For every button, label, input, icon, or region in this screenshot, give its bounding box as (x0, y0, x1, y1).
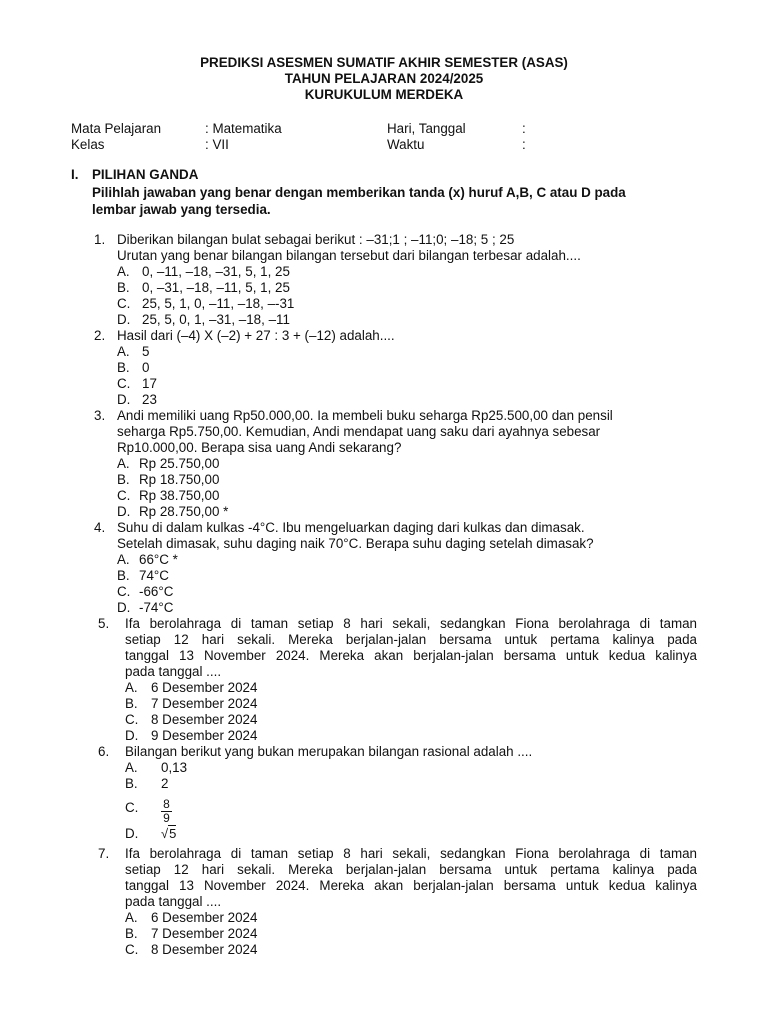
question-line: Rp10.000,00. Berapa sisa uang Andi sekarang? (117, 440, 402, 455)
option-a[interactable] (125, 760, 768, 776)
subject-value: : Matematika (205, 121, 282, 136)
option-text: 6 Desember 2024 (151, 680, 258, 695)
option-d[interactable] (125, 728, 768, 744)
option-letter: B. (117, 568, 130, 583)
day-value: : (522, 121, 526, 136)
option-letter: C. (117, 376, 131, 391)
question-text (125, 616, 697, 680)
exam-meta (71, 121, 671, 153)
subject-label: Mata Pelajaran (71, 121, 162, 136)
option-a[interactable] (117, 552, 768, 568)
option-text: 6 Desember 2024 (151, 910, 258, 925)
option-text: Rp 28.750,00 * (139, 504, 229, 519)
option-letter: D. (117, 600, 131, 615)
option-text: Rp 25.750,00 (139, 456, 220, 471)
question-text (117, 232, 768, 264)
option-letter: A. (125, 760, 138, 775)
question-number: 1. (94, 232, 106, 247)
option-c[interactable] (125, 942, 768, 958)
option-letter: B. (125, 696, 138, 711)
option-a[interactable] (117, 264, 768, 280)
option-letter: D. (117, 504, 131, 519)
option-b[interactable] (117, 360, 768, 376)
time-label: Waktu (387, 137, 425, 152)
fraction-denominator: 9 (163, 810, 170, 825)
question-5 (0, 616, 768, 744)
section-number: I. (71, 167, 79, 182)
option-a[interactable] (125, 680, 768, 696)
option-text: 5 (142, 344, 150, 359)
option-b[interactable] (125, 696, 768, 712)
option-d[interactable] (125, 824, 768, 844)
option-c[interactable] (117, 584, 768, 600)
question-3 (0, 408, 768, 520)
question-line: Urutan yang benar bilangan bilangan tersebut dari bilangan terbesar adalah.... (117, 248, 581, 263)
option-letter: D. (125, 728, 139, 743)
option-text: Rp 38.750,00 (139, 488, 220, 503)
option-text: 7 Desember 2024 (151, 696, 258, 711)
option-b[interactable] (117, 472, 768, 488)
option-d[interactable] (117, 312, 768, 328)
option-d[interactable] (117, 504, 768, 520)
section-heading (71, 167, 711, 183)
option-a[interactable] (117, 344, 768, 360)
question-line: Andi memiliki uang Rp50.000,00. Ia membeli buku seharga Rp25.500,00 dan pensil (117, 408, 613, 423)
option-letter: C. (117, 584, 131, 599)
fraction (161, 795, 172, 827)
question-number: 6. (98, 744, 110, 759)
header-year: TAHUN PELAJARAN 2024/2025 (284, 71, 484, 86)
option-text: Rp 18.750,00 (139, 472, 220, 487)
header-title: PREDIKSI ASESMEN SUMATIF AKHIR SEMESTER (ASAS) (200, 55, 568, 70)
instruction-line: Pilihlah jawaban yang benar dengan memberikan tanda (x) huruf A,B, C atau D pada (92, 185, 626, 200)
option-text: -74°C (139, 600, 174, 615)
option-letter: A. (117, 264, 130, 279)
question-number: 2. (94, 328, 106, 343)
option-letter: C. (125, 942, 139, 957)
option-letter: A. (117, 344, 130, 359)
day-label: Hari, Tanggal (387, 121, 466, 136)
question-text (125, 744, 768, 760)
meta-row-subject (71, 121, 671, 137)
fraction-value (161, 798, 172, 825)
question-line: setiap 12 hari sekali. Mereka berjalan-jalan bersama untuk pertama kalinya pada (125, 632, 697, 647)
question-number: 3. (94, 408, 106, 423)
section-title: PILIHAN GANDA (92, 167, 199, 182)
option-letter: D. (125, 826, 139, 841)
section-instruction (92, 184, 711, 218)
option-c[interactable] (117, 376, 768, 392)
option-letter: A. (125, 680, 138, 695)
option-text: 25, 5, 1, 0, –11, –18, –-31 (142, 296, 295, 311)
question-list (0, 232, 768, 958)
option-text: 66°C * (139, 552, 178, 567)
option-text: 23 (142, 392, 157, 407)
instruction-line: lembar jawab yang tersedia. (92, 202, 271, 217)
option-text: 9 Desember 2024 (151, 728, 258, 743)
radical-sign: √ (161, 826, 169, 841)
question-line: setiap 12 hari sekali. Mereka berjalan-jalan bersama untuk pertama kalinya pada (125, 862, 697, 877)
question-line: pada tanggal .... (125, 894, 222, 909)
question-line: Hasil dari (–4) X (–2) + 27 : 3 + (–12) adalah.... (117, 328, 395, 343)
option-b[interactable] (117, 568, 768, 584)
question-number: 4. (94, 520, 106, 535)
option-letter: C. (117, 296, 131, 311)
option-b[interactable] (125, 776, 768, 792)
question-number: 5. (98, 616, 110, 631)
question-2 (0, 328, 768, 408)
option-b[interactable] (125, 926, 768, 942)
option-d[interactable] (117, 600, 768, 616)
radicand: 5 (169, 826, 177, 841)
section-multiple-choice (71, 167, 711, 218)
meta-row-class (71, 137, 671, 153)
option-text: 25, 5, 0, 1, –31, –18, –11 (142, 312, 290, 327)
fraction-numerator: 8 (163, 796, 170, 811)
option-text: 17 (142, 376, 157, 391)
question-4 (0, 520, 768, 616)
question-6 (0, 744, 768, 844)
option-a[interactable] (125, 910, 768, 926)
class-value: : VII (205, 137, 229, 152)
option-letter: A. (117, 552, 130, 567)
question-line: tanggal 13 November 2024. Mereka akan berjalan-jalan bersama untuk kedua kalinya (125, 648, 697, 663)
question-text (125, 846, 697, 910)
question-text (117, 520, 768, 552)
class-label: Kelas (71, 137, 105, 152)
option-text: 2 (161, 776, 169, 791)
option-text: 8 Desember 2024 (151, 712, 258, 727)
option-letter: A. (125, 910, 138, 925)
option-text: 0,13 (161, 760, 188, 775)
option-a[interactable] (117, 456, 768, 472)
question-text (117, 408, 768, 456)
option-c[interactable] (125, 712, 768, 728)
option-letter: A. (117, 456, 130, 471)
square-root (161, 824, 176, 844)
option-c[interactable] (125, 792, 768, 824)
document-header (0, 55, 768, 103)
option-text: 0, –31, –18, –11, 5, 1, 25 (142, 280, 290, 295)
option-letter: D. (117, 312, 131, 327)
option-text: 8 Desember 2024 (151, 942, 258, 957)
question-line: tanggal 13 November 2024. Mereka akan berjalan-jalan bersama untuk kedua kalinya (125, 878, 697, 893)
option-d[interactable] (117, 392, 768, 408)
question-line: seharga Rp5.750,00. Kemudian, Andi mendapat uang saku dari ayahnya sebesar (117, 424, 601, 439)
option-letter: B. (125, 776, 138, 791)
option-letter: C. (117, 488, 131, 503)
time-value: : (522, 137, 526, 152)
option-letter: D. (117, 392, 131, 407)
option-b[interactable] (117, 280, 768, 296)
question-line: Setelah dimasak, suhu daging naik 70°C. Berapa suhu daging setelah dimasak? (117, 536, 594, 551)
question-1 (0, 232, 768, 328)
question-line: Suhu di dalam kulkas -4°C. Ibu mengeluarkan daging dari kulkas dan dimasak. (117, 520, 585, 535)
question-7 (0, 846, 768, 958)
option-letter: C. (125, 800, 139, 815)
option-text: 7 Desember 2024 (151, 926, 258, 941)
option-letter: B. (125, 926, 138, 941)
option-letter: B. (117, 472, 130, 487)
header-curriculum: KURUKULUM MERDEKA (304, 87, 464, 102)
option-letter: C. (125, 712, 139, 727)
option-text: -66°C (139, 584, 174, 599)
option-c[interactable] (117, 488, 768, 504)
option-letter: B. (117, 360, 130, 375)
question-line: Ifa berolahraga di taman setiap 8 hari sekali, sedangkan Fiona berolahraga di taman (125, 616, 697, 631)
option-text: 74°C (139, 568, 169, 583)
option-letter: B. (117, 280, 130, 295)
option-text: 0 (142, 360, 150, 375)
question-line: Ifa berolahraga di taman setiap 8 hari sekali, sedangkan Fiona berolahraga di taman (125, 846, 697, 861)
question-text (117, 328, 768, 344)
question-number: 7. (98, 846, 110, 861)
question-line: Diberikan bilangan bulat sebagai berikut : –31;1 ; –11;0; –18; 5 ; 25 (117, 232, 515, 247)
option-text: 0, –11, –18, –31, 5, 1, 25 (142, 264, 290, 279)
option-c[interactable] (117, 296, 768, 312)
question-line: pada tanggal .... (125, 664, 222, 679)
question-line: Bilangan berikut yang bukan merupakan bilangan rasional adalah .... (125, 744, 533, 759)
